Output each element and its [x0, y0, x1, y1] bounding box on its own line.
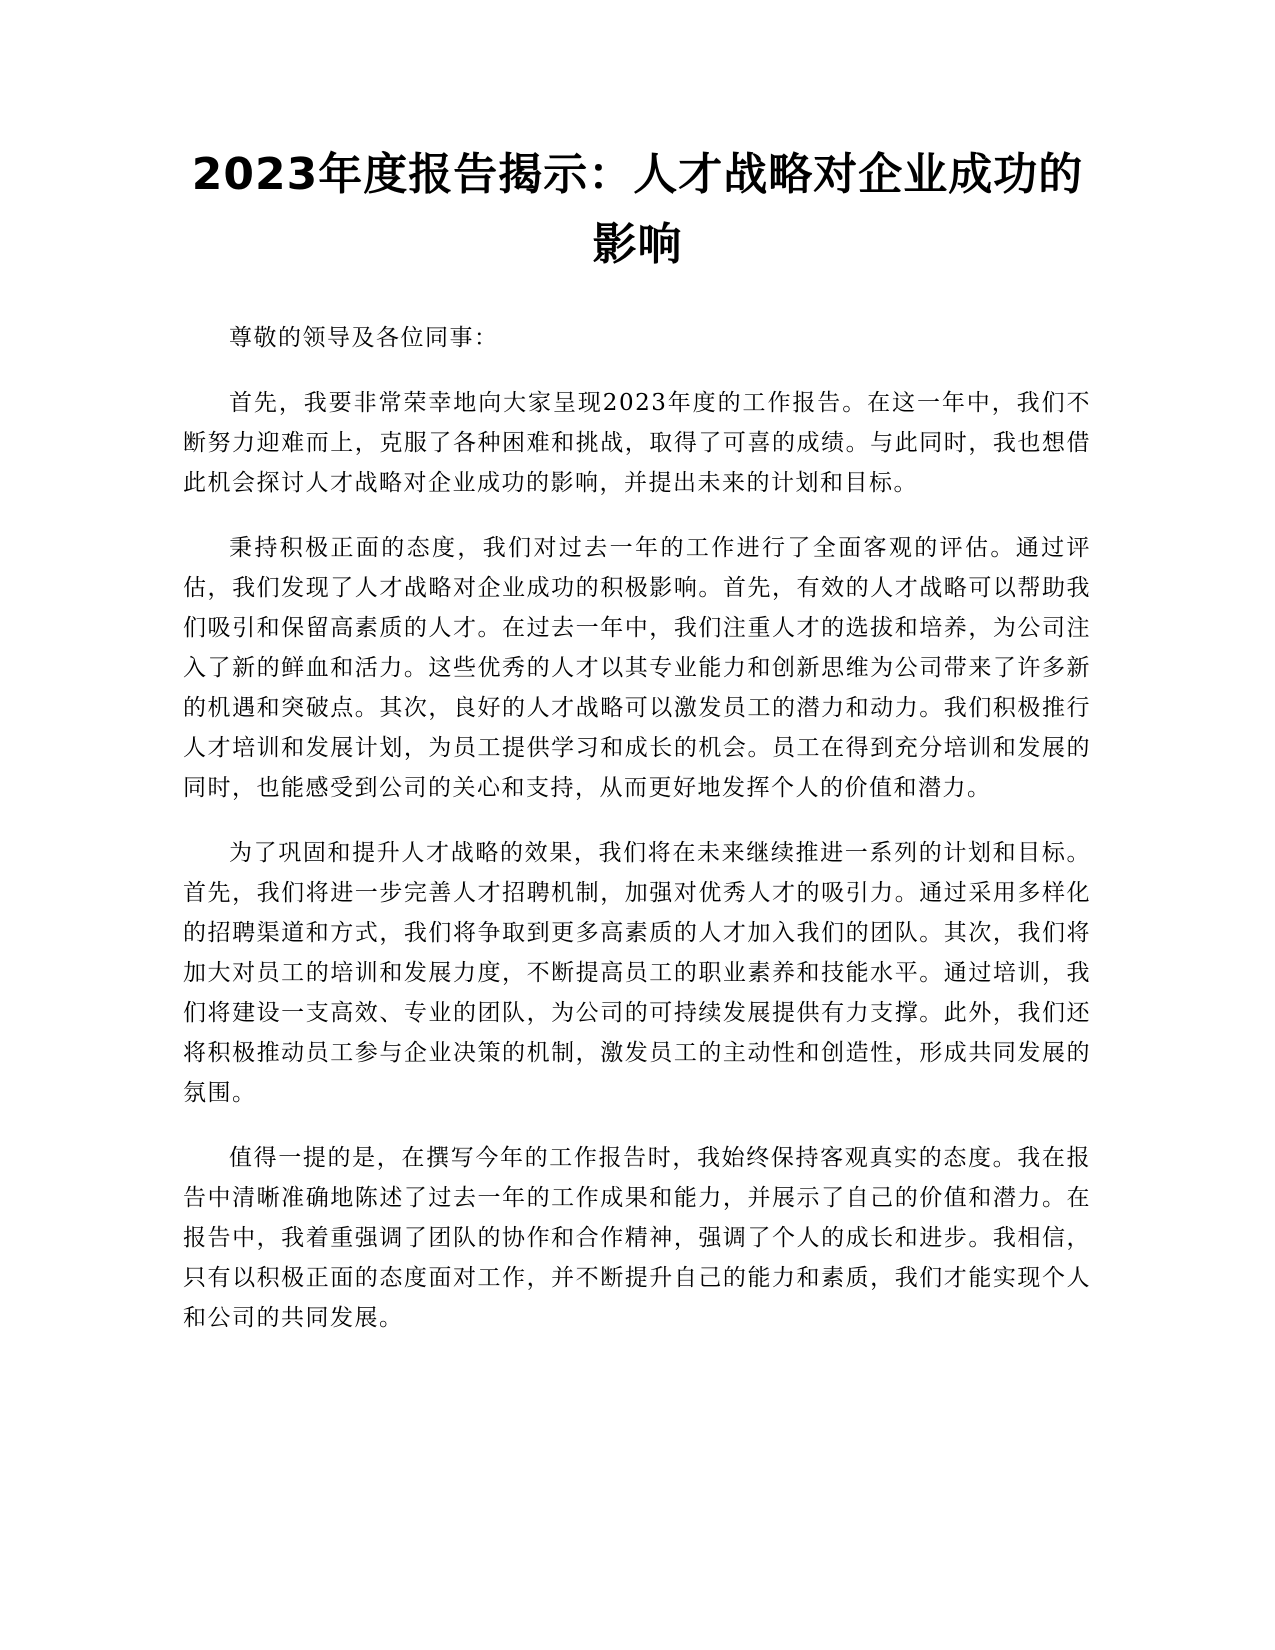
salutation: 尊敬的领导及各位同事： [229, 325, 499, 351]
document-title: 2023年度报告揭示：人才战略对企业成功的影响 [191, 149, 1084, 270]
paragraph-intro: 首先，我要非常荣幸地向大家呈现2023年度的工作报告。在这一年中，我们不断努力迎难而上，克服了各种困难和挑战，取得了可喜的成绩。与此同时，我也想借此机会探讨人才战略对企业成功的影响，并提出未来的计划和目标。 [183, 390, 1091, 496]
paragraph-evaluation: 秉持积极正面的态度，我们对过去一年的工作进行了全面客观的评估。通过评估，我们发现了人才战略对企业成功的积极影响。首先，有效的人才战略可以帮助我们吸引和保留高素质的人才。在过去一年中，我们注重人才的选拔和培养，为公司注入了新的鲜血和活力。这些优秀的人才以其专业能力和创新思维为公司带来了许多新的机遇和突破点。其次，良好的人才战略可以激发员工的潜力和动力。我们积极推行人才培训和发展计划，为员工提供学习和成长的机会。员工在得到充分培训和发展的同时，也能感受到公司的关心和支持，从而更好地发挥个人的价值和潜力。 [183, 535, 1091, 801]
document-body [183, 318, 1091, 1363]
paragraph-conclusion: 值得一提的是，在撰写今年的工作报告时，我始终保持客观真实的态度。我在报告中清晰准确地陈述了过去一年的工作成果和能力，并展示了自己的价值和潜力。在报告中，我着重强调了团队的协作和合作精神，强调了个人的成长和进步。我相信，只有以积极正面的态度面对工作，并不断提升自己的能力和素质，我们才能实现个人和公司的共同发展。 [183, 1145, 1091, 1331]
paragraph-plans: 为了巩固和提升人才战略的效果，我们将在未来继续推进一系列的计划和目标。首先，我们将进一步完善人才招聘机制，加强对优秀人才的吸引力。通过采用多样化的招聘渠道和方式，我们将争取到更多高素质的人才加入我们的团队。其次，我们将加大对员工的培训和发展力度，不断提高员工的职业素养和技能水平。通过培训，我们将建设一支高效、专业的团队，为公司的可持续发展提供有力支撑。此外，我们还将积极推动员工参与企业决策的机制，激发员工的主动性和创造性，形成共同发展的氛围。 [183, 840, 1091, 1106]
